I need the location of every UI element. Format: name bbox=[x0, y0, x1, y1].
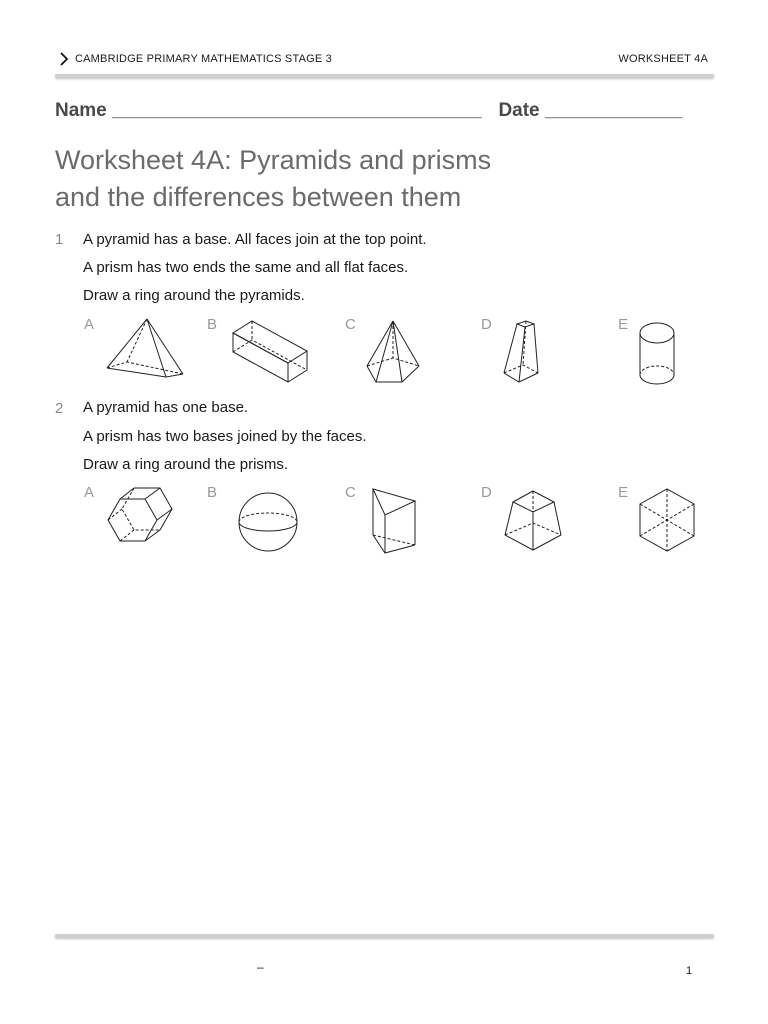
date-blank: _____________ bbox=[544, 100, 683, 121]
option-label: E bbox=[618, 484, 629, 501]
question-number: 2 bbox=[55, 400, 64, 417]
question-number: 1 bbox=[55, 231, 64, 248]
name-date-row bbox=[55, 100, 705, 122]
option-label: E bbox=[618, 316, 629, 333]
frustum-shape[interactable] bbox=[503, 489, 565, 553]
cube-shape[interactable] bbox=[638, 487, 698, 553]
title-line-2: and the differences between them bbox=[55, 182, 462, 212]
sphere-shape[interactable] bbox=[236, 492, 302, 554]
footer-divider bbox=[55, 934, 714, 938]
worksheet-id: WORKSHEET 4A bbox=[618, 53, 708, 65]
option-label: A bbox=[84, 484, 95, 501]
page-number: 1 bbox=[686, 965, 693, 977]
rectangular-prism-shape[interactable] bbox=[232, 320, 310, 384]
option-label: C bbox=[345, 484, 356, 501]
header-divider bbox=[55, 74, 714, 78]
option-label: B bbox=[207, 316, 218, 333]
question-text: A prism has two ends the same and all flat faces. bbox=[83, 259, 409, 276]
pentagonal-pyramid-shape[interactable] bbox=[366, 320, 422, 384]
triangular-prism-shape[interactable] bbox=[371, 487, 419, 555]
series-title: CAMBRIDGE PRIMARY MATHEMATICS STAGE 3 bbox=[75, 53, 332, 65]
option-label: D bbox=[481, 484, 492, 501]
title-line-1: Worksheet 4A: Pyramids and prisms bbox=[55, 145, 492, 175]
cylinder-shape[interactable] bbox=[638, 320, 678, 386]
name-blank: ___________________________________ bbox=[112, 100, 482, 121]
option-label: A bbox=[84, 316, 95, 333]
question-text: A prism has two bases joined by the faces. bbox=[83, 428, 367, 445]
option-label: C bbox=[345, 316, 356, 333]
square-pyramid-shape[interactable] bbox=[106, 318, 186, 382]
date-label: Date bbox=[498, 100, 540, 121]
worksheet-title bbox=[55, 142, 655, 216]
question-text: A pyramid has one base. bbox=[83, 399, 249, 416]
option-label: D bbox=[481, 316, 492, 333]
question-text: A pyramid has a base. All faces join at the top point. bbox=[83, 231, 427, 248]
question-instruction: Draw a ring around the prisms. bbox=[83, 456, 289, 473]
name-label: Name bbox=[55, 100, 107, 121]
hexagonal-prism-shape[interactable] bbox=[106, 487, 186, 553]
chevron-right-icon bbox=[58, 51, 70, 67]
question-instruction: Draw a ring around the pyramids. bbox=[83, 287, 305, 304]
running-header bbox=[58, 50, 708, 72]
square-frustum-shape[interactable] bbox=[502, 320, 542, 384]
footer-mark: – bbox=[257, 960, 264, 974]
option-label: B bbox=[207, 484, 218, 501]
